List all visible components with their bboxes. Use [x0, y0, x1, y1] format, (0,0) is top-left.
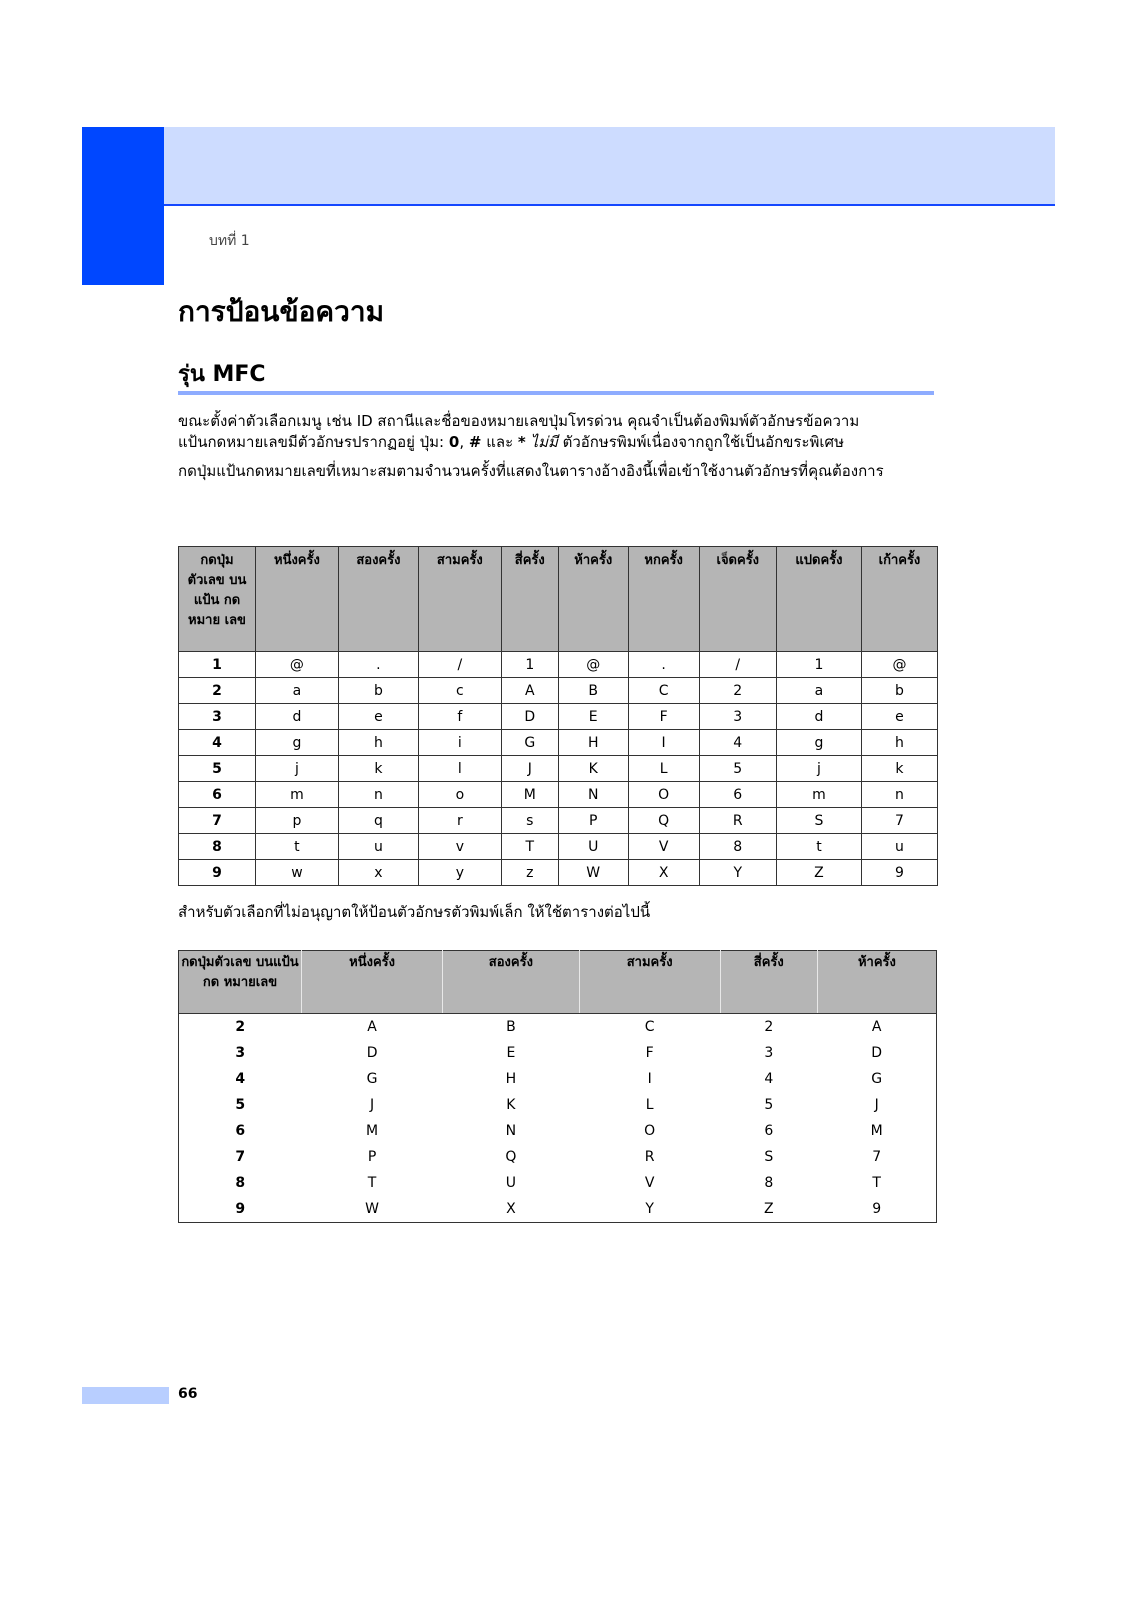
char-cell: Q	[628, 808, 699, 834]
table-row	[179, 1170, 937, 1196]
char-cell: c	[418, 678, 501, 704]
char-cell: 2	[764, 1019, 774, 1035]
table-row	[179, 1196, 937, 1223]
char-cell: G	[366, 1071, 378, 1087]
char-cell: h	[338, 730, 418, 756]
char-cell: 3	[764, 1045, 774, 1061]
char-cell: n	[338, 782, 418, 808]
char-cell: /	[418, 652, 501, 678]
char-cell: s	[501, 808, 558, 834]
char-cell: h	[861, 730, 937, 756]
char-cell: 2	[699, 678, 776, 704]
char-cell: m	[777, 782, 862, 808]
char-cell: 7	[861, 808, 937, 834]
char-cell: d	[777, 704, 862, 730]
char-cell: A	[501, 678, 558, 704]
char-cell: @	[861, 652, 937, 678]
char-cell: o	[418, 782, 501, 808]
header-col: ห้าครั้ง	[558, 547, 628, 652]
key-cell: 1	[179, 652, 256, 678]
char-cell: A	[871, 1019, 882, 1035]
char-cell: C	[628, 678, 699, 704]
char-cell: @	[256, 652, 339, 678]
char-cell: T	[501, 834, 558, 860]
chapter-label: บทที่ 1	[209, 233, 250, 249]
key-cell: 6	[235, 1123, 246, 1139]
char-cell: R	[644, 1149, 655, 1165]
header-col: สองครั้ง	[338, 547, 418, 652]
char-cell: Z	[777, 860, 862, 886]
char-cell: @	[558, 652, 628, 678]
char-cell: D	[366, 1045, 378, 1061]
char-cell: x	[338, 860, 418, 886]
table-row	[179, 730, 938, 756]
char-cell: T	[367, 1175, 377, 1191]
header-key: กดปุ่มตัวเลข บนแป้นกด หมายเลข	[179, 951, 302, 1014]
key-cell: 3	[235, 1045, 246, 1061]
char-cell: a	[777, 678, 862, 704]
key-cell: 7	[179, 808, 256, 834]
char-cell: W	[558, 860, 628, 886]
char-cell: S	[764, 1149, 774, 1165]
table-row	[179, 808, 938, 834]
char-cell: q	[338, 808, 418, 834]
char-cell: U	[505, 1175, 516, 1191]
intro-line-1: ขณะตั้งค่าตัวเลือกเมนู เช่น ID สถานีและชื่อของหมายเลขปุ่มโทรด่วน คุณจำเป็นต้องพิมพ์ตัวอักษรข้อความ	[178, 412, 860, 430]
char-cell: j	[256, 756, 339, 782]
char-cell: V	[628, 834, 699, 860]
key-0: 0	[448, 433, 460, 451]
char-cell: N	[505, 1123, 517, 1139]
char-cell: P	[558, 808, 628, 834]
char-cell: r	[418, 808, 501, 834]
chapter-side-block	[82, 127, 164, 285]
char-cell: H	[505, 1071, 517, 1087]
table-row	[179, 1118, 937, 1144]
table-row	[179, 782, 938, 808]
char-cell: i	[418, 730, 501, 756]
header-col: สองครั้ง	[443, 951, 579, 1014]
char-cell: E	[506, 1045, 516, 1061]
char-cell: I	[628, 730, 699, 756]
chapter-header-band	[82, 127, 1055, 206]
char-cell: E	[558, 704, 628, 730]
header-col: สี่ครั้ง	[720, 951, 817, 1014]
key-cell: 5	[235, 1097, 246, 1113]
char-cell: N	[558, 782, 628, 808]
header-col: หนึ่งครั้ง	[256, 547, 339, 652]
separator: ,	[459, 433, 469, 451]
char-cell: k	[338, 756, 418, 782]
char-cell: B	[506, 1019, 516, 1035]
key-cell: 5	[179, 756, 256, 782]
char-cell: .	[338, 652, 418, 678]
char-cell: t	[777, 834, 862, 860]
char-cell: v	[418, 834, 501, 860]
char-cell: /	[699, 652, 776, 678]
header-col: เก้าครั้ง	[861, 547, 937, 652]
key-cell: 3	[179, 704, 256, 730]
header-col: สี่ครั้ง	[501, 547, 558, 652]
uppercase-character-table	[178, 950, 937, 1223]
char-cell: 9	[872, 1201, 882, 1217]
char-cell: p	[256, 808, 339, 834]
char-cell: 7	[872, 1149, 882, 1165]
char-cell: L	[628, 756, 699, 782]
char-cell: 8	[764, 1175, 774, 1191]
char-cell: U	[558, 834, 628, 860]
table-row	[179, 1040, 937, 1066]
char-cell: M	[870, 1123, 883, 1139]
char-cell: n	[861, 782, 937, 808]
header-col: หกครั้ง	[628, 547, 699, 652]
char-cell: J	[874, 1097, 879, 1113]
section-divider	[178, 391, 934, 395]
char-cell: e	[338, 704, 418, 730]
char-cell: G	[871, 1071, 883, 1087]
char-cell: X	[506, 1201, 516, 1217]
char-cell: J	[501, 756, 558, 782]
char-cell: 1	[777, 652, 862, 678]
char-cell: A	[367, 1019, 377, 1035]
char-cell: Y	[645, 1201, 654, 1217]
char-cell: R	[699, 808, 776, 834]
char-cell: 1	[501, 652, 558, 678]
char-cell: L	[645, 1097, 654, 1113]
key-cell: 8	[179, 834, 256, 860]
char-cell: 6	[699, 782, 776, 808]
page-number: 66	[178, 1386, 198, 1402]
table-header-row	[179, 951, 937, 1014]
char-cell: K	[558, 756, 628, 782]
char-cell: D	[501, 704, 558, 730]
intro-paragraph	[178, 411, 938, 453]
char-cell: C	[644, 1019, 655, 1035]
table-row	[179, 1092, 937, 1118]
key-cell: 2	[235, 1019, 246, 1035]
note-paragraph: สำหรับตัวเลือกที่ไม่อนุญาตให้ป้อนตัวอักษรตัวพิมพ์เล็ก ให้ใช้ตารางต่อไปนี้	[178, 903, 651, 921]
char-cell: e	[861, 704, 937, 730]
char-cell: O	[628, 782, 699, 808]
char-cell: u	[861, 834, 937, 860]
char-cell: D	[871, 1045, 883, 1061]
char-cell: 5	[699, 756, 776, 782]
char-cell: m	[256, 782, 339, 808]
char-cell: g	[777, 730, 862, 756]
table-row	[179, 860, 938, 886]
char-cell: j	[777, 756, 862, 782]
char-cell: k	[861, 756, 937, 782]
intro-line-2-start: แป้นกดหมายเลขมีตัวอักษรปรากฏอยู่ ปุ่ม:	[178, 433, 449, 451]
header-col: สามครั้ง	[418, 547, 501, 652]
char-cell: 3	[699, 704, 776, 730]
char-cell: I	[647, 1071, 652, 1087]
char-cell: O	[644, 1123, 656, 1139]
char-cell: P	[367, 1149, 377, 1165]
char-cell: y	[418, 860, 501, 886]
key-star: *	[517, 433, 526, 451]
table-row	[179, 678, 938, 704]
char-cell: 8	[699, 834, 776, 860]
key-hash: #	[468, 433, 482, 451]
char-cell: Y	[699, 860, 776, 886]
char-cell: 5	[764, 1097, 774, 1113]
char-cell: 4	[764, 1071, 774, 1087]
key-cell: 9	[235, 1201, 246, 1217]
header-col: สามครั้ง	[579, 951, 720, 1014]
intro-line-2-end: ตัวอักษรพิมพ์เนื่องจากถูกใช้เป็นอักขระพิเศษ	[557, 433, 844, 451]
char-cell: M	[501, 782, 558, 808]
no-text: ไม่มี	[530, 433, 558, 451]
char-cell: W	[365, 1201, 379, 1217]
key-cell: 4	[179, 730, 256, 756]
table-row	[179, 756, 938, 782]
table-row	[179, 652, 938, 678]
char-cell: g	[256, 730, 339, 756]
char-cell: J	[370, 1097, 375, 1113]
char-cell: G	[501, 730, 558, 756]
char-cell: X	[628, 860, 699, 886]
char-cell: M	[366, 1123, 379, 1139]
header-col: ห้าครั้ง	[817, 951, 936, 1014]
char-cell: w	[256, 860, 339, 886]
table-header-row	[179, 547, 938, 652]
table-row	[179, 704, 938, 730]
header-key: กดปุ่ม ตัวเลข บนแป้น กดหมาย เลข	[179, 547, 256, 652]
char-cell: d	[256, 704, 339, 730]
char-cell: V	[644, 1175, 655, 1191]
page-title: การป้อนข้อความ	[178, 295, 385, 328]
and-text: และ	[481, 433, 518, 451]
char-cell: T	[872, 1175, 881, 1191]
table-row	[179, 834, 938, 860]
char-cell: b	[338, 678, 418, 704]
instruction-paragraph: กดปุ่มแป้นกดหมายเลขที่เหมาะสมตามจำนวนครั้งที่แสดงในตารางอ้างอิงนี้เพื่อเข้าใช้งานตัวอักษรที่คุณต้องการ	[178, 462, 884, 480]
char-cell: Z	[763, 1201, 774, 1217]
key-cell: 6	[179, 782, 256, 808]
char-cell: B	[558, 678, 628, 704]
char-cell: S	[777, 808, 862, 834]
char-cell: 4	[699, 730, 776, 756]
section-title: รุ่น MFC	[178, 362, 266, 387]
char-cell: K	[506, 1097, 516, 1113]
char-cell: l	[418, 756, 501, 782]
char-cell: 6	[764, 1123, 774, 1139]
char-cell: b	[861, 678, 937, 704]
table-row	[179, 1144, 937, 1170]
char-cell: u	[338, 834, 418, 860]
char-cell: F	[645, 1045, 654, 1061]
page-number-bar	[82, 1387, 169, 1404]
table-row	[179, 1014, 937, 1041]
header-col: แปดครั้ง	[777, 547, 862, 652]
table-row	[179, 1066, 937, 1092]
char-cell: H	[558, 730, 628, 756]
key-cell: 8	[235, 1175, 246, 1191]
char-cell: 9	[861, 860, 937, 886]
char-cell: a	[256, 678, 339, 704]
char-cell: t	[256, 834, 339, 860]
char-cell: Q	[505, 1149, 517, 1165]
key-cell: 9	[179, 860, 256, 886]
key-cell: 7	[235, 1149, 246, 1165]
key-cell: 4	[235, 1071, 246, 1087]
char-cell: .	[628, 652, 699, 678]
header-col: เจ็ดครั้ง	[699, 547, 776, 652]
char-cell: F	[628, 704, 699, 730]
char-cell: f	[418, 704, 501, 730]
char-cell: z	[501, 860, 558, 886]
header-col: หนึ่งครั้ง	[302, 951, 443, 1014]
key-cell: 2	[179, 678, 256, 704]
lowercase-character-table	[178, 546, 938, 886]
